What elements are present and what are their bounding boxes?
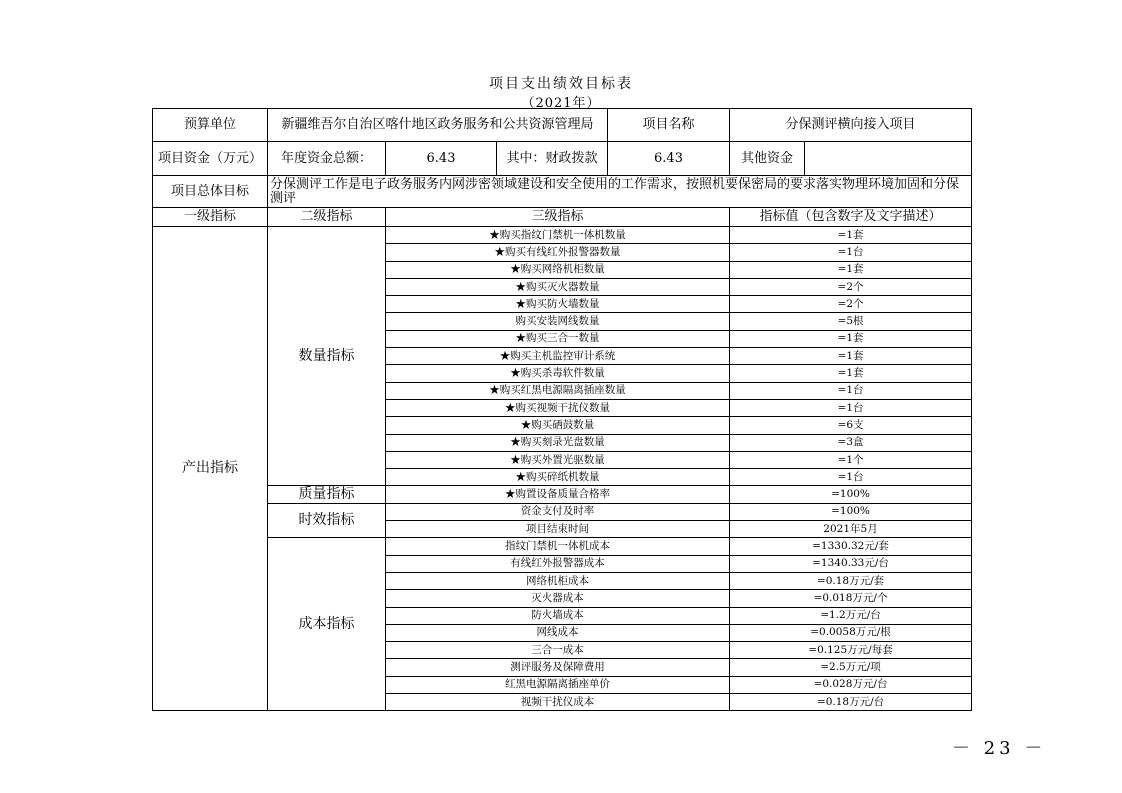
indicator-value: =100% (730, 486, 972, 503)
indicator-value: =1台 (730, 399, 972, 416)
col-level3-header: 三级指标 (386, 208, 730, 227)
level3-indicator: ★购买灭火器数量 (386, 278, 730, 295)
col-level2-header: 二级指标 (268, 208, 386, 227)
indicator-value: =0.018万元/个 (730, 590, 972, 607)
indicator-value: =0.028万元/台 (730, 676, 972, 693)
table-row (153, 486, 972, 503)
indicator-value: =1台 (730, 382, 972, 399)
project-name-label: 项目名称 (608, 109, 730, 142)
indicator-value: =0.18万元/台 (730, 694, 972, 711)
level3-indicator: ★购买碎纸机数量 (386, 469, 730, 486)
level3-indicator: ★购买有线红外报警器数量 (386, 244, 730, 261)
level3-indicator: 有线红外报警器成本 (386, 555, 730, 572)
goal-label: 项目总体目标 (153, 176, 268, 208)
indicator-value: =1330.32元/套 (730, 538, 972, 555)
col-level1-header: 一级指标 (153, 208, 268, 227)
level2-timeliness-cell: 时效指标 (268, 503, 386, 538)
indicator-value: =5根 (730, 313, 972, 330)
fiscal-value: 6.43 (608, 142, 730, 176)
indicator-value: =1台 (730, 244, 972, 261)
fiscal-label: 其中：财政拨款 (497, 142, 608, 176)
indicator-value: =1套 (730, 227, 972, 244)
level3-indicator: ★购置设备质量合格率 (386, 486, 730, 503)
level3-indicator: 指纹门禁机一体机成本 (386, 538, 730, 555)
budget-unit-value: 新疆维吾尔自治区喀什地区政务服务和公共资源管理局 (268, 109, 608, 142)
level3-indicator: 三合一成本 (386, 642, 730, 659)
table-row (153, 503, 972, 520)
indicator-value: =2个 (730, 296, 972, 313)
indicator-value: =1.2万元/台 (730, 607, 972, 624)
level3-indicator: ★购买主机监控审计系统 (386, 348, 730, 365)
level2-cost-cell: 成本指标 (268, 538, 386, 711)
annual-total-label: 年度资金总额： (268, 142, 386, 176)
project-name-value: 分保测评横向接入项目 (730, 109, 972, 142)
page-number: － 23 － (952, 738, 1047, 759)
table-title: 项目支出绩效目标表 (489, 76, 633, 92)
indicator-value: =1套 (730, 261, 972, 278)
indicator-value: =100% (730, 503, 972, 520)
level3-indicator: ★购买杀毒软件数量 (386, 365, 730, 382)
table-row (153, 227, 972, 244)
indicator-value: =0.125万元/每套 (730, 642, 972, 659)
level3-indicator: 购买安装网线数量 (386, 313, 730, 330)
table-year: （2021年） (521, 96, 601, 111)
budget-unit-label: 预算单位 (153, 109, 268, 142)
performance-target-table (152, 108, 972, 711)
level3-indicator: 视频干扰仪成本 (386, 694, 730, 711)
indicator-value: 2021年5月 (730, 521, 972, 538)
indicator-value: =1套 (730, 330, 972, 347)
level3-indicator: 资金支付及时率 (386, 503, 730, 520)
indicator-value: =1台 (730, 469, 972, 486)
indicator-value: =0.0058万元/根 (730, 624, 972, 641)
other-funds-label: 其他资金 (730, 142, 805, 176)
level3-indicator: ★购买视频干扰仪数量 (386, 399, 730, 416)
level3-indicator: 测评服务及保障费用 (386, 659, 730, 676)
indicator-value: =2个 (730, 278, 972, 295)
level3-indicator: ★购买指纹门禁机一体机数量 (386, 227, 730, 244)
level3-indicator: ★购买刻录光盘数量 (386, 434, 730, 451)
level3-indicator: 项目结束时间 (386, 521, 730, 538)
indicator-value: =1套 (730, 365, 972, 382)
level3-indicator: ★购买硒鼓数量 (386, 417, 730, 434)
level3-indicator: 灭火器成本 (386, 590, 730, 607)
level3-indicator: 防火墙成本 (386, 607, 730, 624)
funds-label: 项目资金（万元） (153, 142, 268, 176)
level3-indicator: 网络机柜成本 (386, 572, 730, 589)
level3-indicator: ★购买网络机柜数量 (386, 261, 730, 278)
level3-indicator: 红黑电源隔离插座单价 (386, 676, 730, 693)
indicator-value: =6支 (730, 417, 972, 434)
indicator-value: =3盒 (730, 434, 972, 451)
indicator-value: =2.5万元/项 (730, 659, 972, 676)
level3-indicator: ★购买防火墙数量 (386, 296, 730, 313)
indicator-value: =1套 (730, 348, 972, 365)
col-value-header: 指标值（包含数字及文字描述） (730, 208, 972, 227)
indicator-value: =0.18万元/套 (730, 572, 972, 589)
table-row (153, 538, 972, 555)
level2-quality-cell: 质量指标 (268, 486, 386, 503)
level3-indicator: 网线成本 (386, 624, 730, 641)
level3-indicator: ★购买红黑电源隔离插座数量 (386, 382, 730, 399)
level3-indicator: ★购买三合一数量 (386, 330, 730, 347)
other-funds-value (805, 142, 972, 176)
level2-quantity-cell: 数量指标 (268, 227, 386, 486)
level1-output-cell: 产出指标 (153, 227, 268, 711)
indicator-value: =1个 (730, 451, 972, 468)
goal-value: 分保测评工作是电子政务服务内网涉密领域建设和安全使用的工作需求，按照机要保密局的要求落实物理环境加固和分保测评 (268, 176, 972, 208)
level3-indicator: ★购买外置光驱数量 (386, 451, 730, 468)
indicator-value: =1340.33元/台 (730, 555, 972, 572)
annual-total-value: 6.43 (386, 142, 497, 176)
